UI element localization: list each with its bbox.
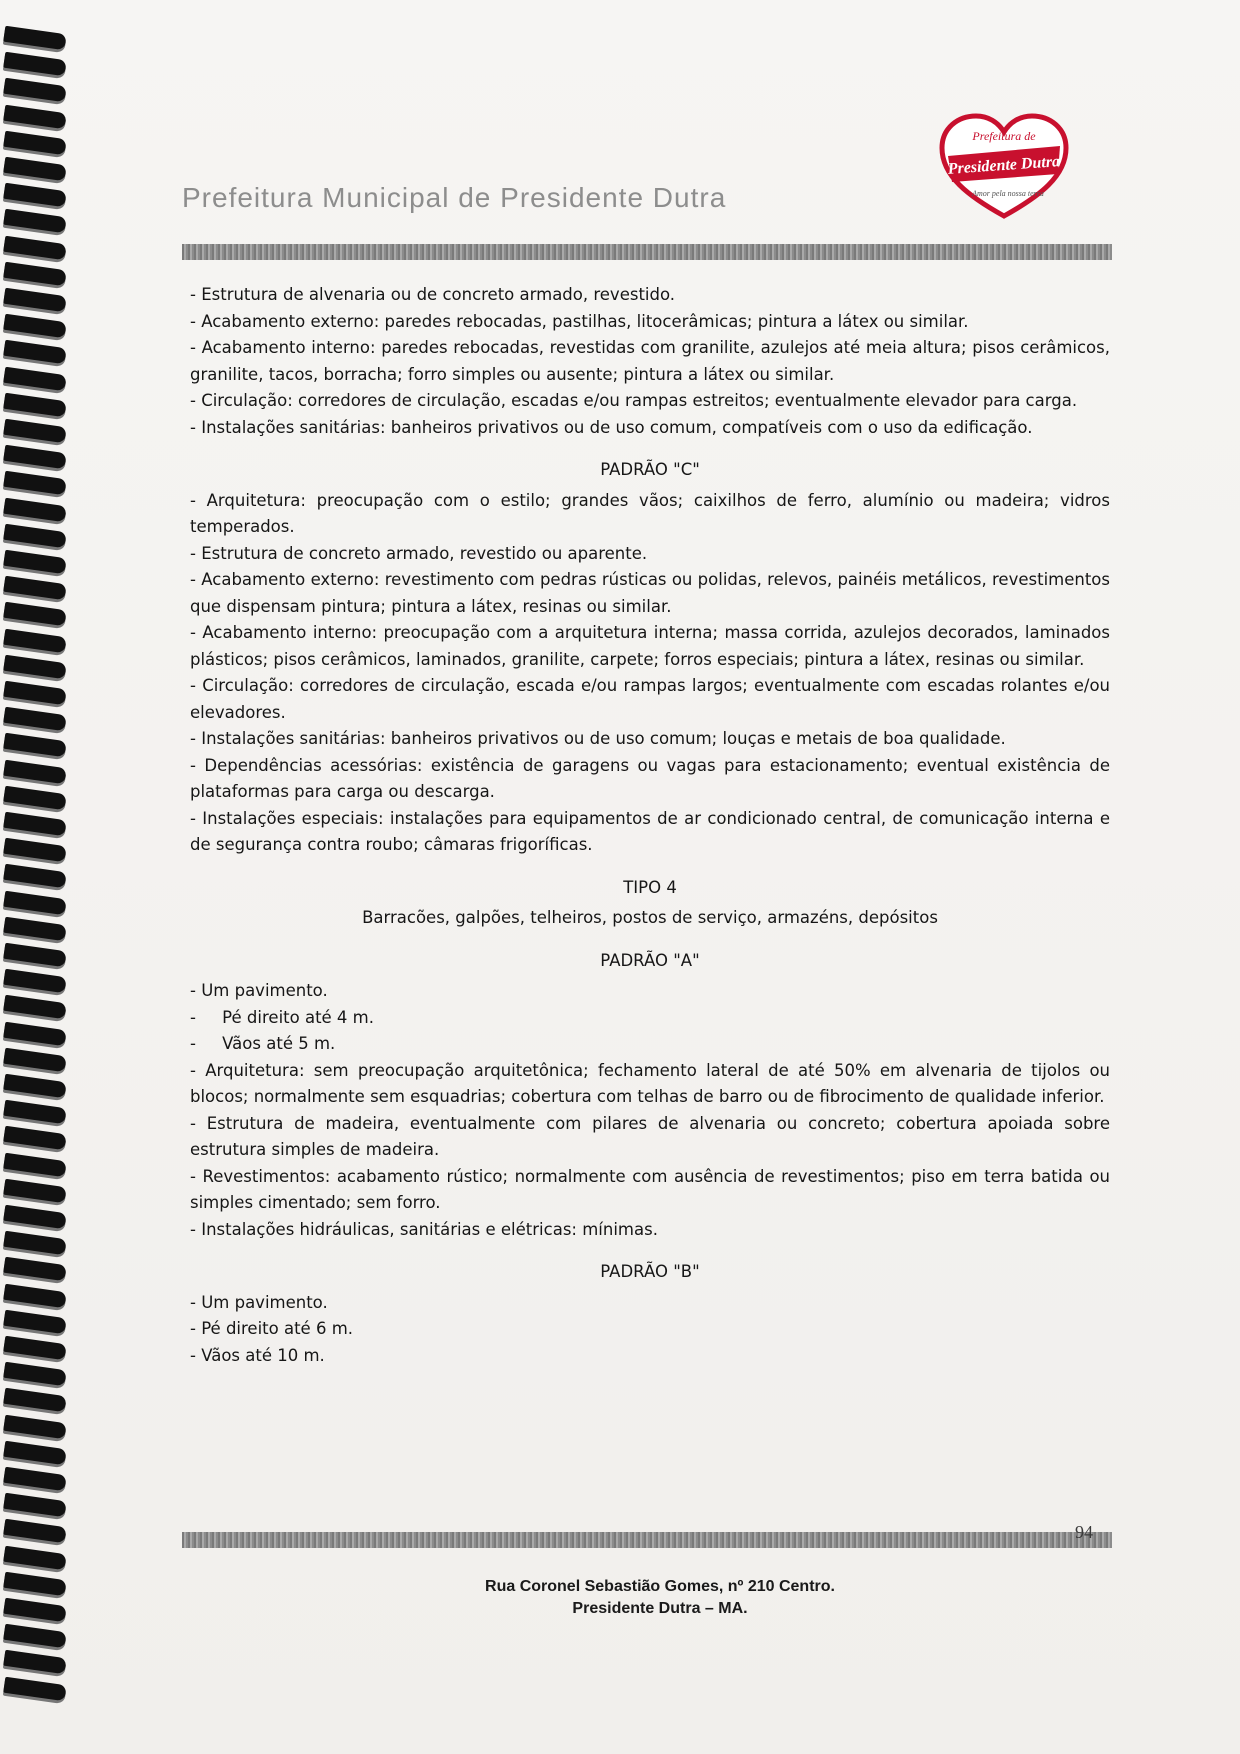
body-paragraph: - Estrutura de madeira, eventualmente com pilares de alvenaria ou concreto; cobertura apoiada sobre estrutura simples de madeira. (190, 1113, 1110, 1159)
binding-coil (3, 1257, 67, 1281)
binding-coil (3, 1493, 67, 1517)
binding-coil (3, 864, 67, 888)
binding-coil (3, 786, 67, 810)
body-paragraph: - Arquitetura: preocupação com o estilo; grandes vãos; caixilhos de ferro, alumínio ou madeira; vidros temperados. (190, 490, 1110, 536)
body-paragraph: - Estrutura de alvenaria ou de concreto armado, revestido. (190, 285, 676, 304)
binding-coil (3, 707, 67, 731)
binding-coil (3, 1048, 67, 1072)
body-paragraph: - Arquitetura: sem preocupação arquitetônica; fechamento lateral de até 50% em alvenaria de tijolos ou blocos; normalmente sem esquadrias; cobertura com telhas de barro ou de fibrocimento de qualidade inferior. (190, 1060, 1110, 1106)
binding-coil (3, 1336, 67, 1360)
body-paragraph: - Acabamento externo: paredes rebocadas, pastilhas, litocerâmicas; pintura a látex ou similar. (190, 311, 969, 331)
binding-coil (3, 628, 67, 652)
binding-coil (3, 550, 67, 574)
spiral-binding (0, 30, 80, 1730)
binding-coil (3, 1388, 67, 1412)
binding-coil (3, 314, 67, 338)
binding-coil (3, 1283, 67, 1307)
body-paragraph: - Acabamento interno: paredes rebocadas, revestidas com granilite, azulejos até meia altura; pisos cerâmicos, granilite, tacos, borracha; forro simples ou ausente; pintura a látex ou similar. (190, 338, 1110, 384)
binding-coil (3, 1676, 67, 1700)
binding-coil (3, 1126, 67, 1150)
section-heading: PADRÃO "B" (600, 1262, 700, 1281)
footer-divider-band (182, 1532, 1112, 1548)
section-heading: TIPO 4 (623, 877, 677, 897)
section-heading: PADRÃO "C" (600, 460, 700, 479)
page-footer (0, 1576, 1240, 1620)
binding-coil (3, 1152, 67, 1176)
binding-coil (3, 1362, 67, 1386)
binding-coil (3, 995, 67, 1019)
logo-text-main: Presidente Dutra (947, 153, 1061, 178)
binding-coil (3, 1441, 67, 1465)
binding-coil (3, 1100, 67, 1124)
binding-coil (3, 183, 67, 207)
footer-address: Rua Coronel Sebastião Gomes, nº 210 Centro. (485, 1578, 835, 1595)
page-number: 94 (1075, 1522, 1093, 1542)
binding-coil (3, 288, 67, 312)
body-paragraph: - Um pavimento. (190, 981, 328, 1000)
binding-coil (3, 262, 67, 286)
body-paragraph: - Instalações sanitárias: banheiros privativos ou de uso comum, compatíveis com o uso da edificação. (190, 417, 1033, 437)
binding-coil (3, 917, 67, 941)
binding-coil (3, 890, 67, 914)
section-heading: PADRÃO "A" (600, 950, 700, 970)
body-paragraph: - Instalações hidráulicas, sanitárias e elétricas: mínimas. (190, 1219, 658, 1239)
binding-coil (3, 157, 67, 181)
binding-coil (3, 655, 67, 679)
binding-coil (3, 393, 67, 417)
binding-coil (3, 1414, 67, 1438)
binding-coil (3, 524, 67, 548)
binding-coil (3, 497, 67, 521)
body-paragraph: - Dependências acessórias: existência de garagens ou vagas para estacionamento; eventual existência de plataformas para carga ou descarga. (190, 755, 1110, 801)
body-paragraph: - Circulação: corredores de circulação, escada e/ou rampas largos; eventualmente com escadas rolantes e/ou elevadores. (190, 676, 1110, 722)
body-paragraph: - Acabamento interno: preocupação com a arquitetura interna; massa corrida, azulejos decorados, laminados plásticos; pisos cerâmicos, laminados, granilite, carpete; forros especiais; pintura a látex, resinas ou similar. (190, 623, 1110, 669)
body-paragraph: - Estrutura de concreto armado, revestido ou aparente. (190, 543, 648, 563)
binding-coil (3, 209, 67, 233)
binding-coil (3, 943, 67, 967)
binding-coil (3, 1179, 67, 1203)
binding-coil (3, 1074, 67, 1098)
binding-coil (3, 1650, 67, 1674)
body-paragraph: - Pé direito até 4 m. (190, 1007, 374, 1027)
binding-coil (3, 445, 67, 469)
binding-coil (3, 419, 67, 443)
binding-coil (3, 838, 67, 862)
binding-coil (3, 1467, 67, 1491)
binding-coil (3, 52, 67, 76)
binding-coil (3, 1205, 67, 1229)
binding-coil (3, 812, 67, 836)
binding-coil (3, 26, 67, 50)
body-paragraph: - Um pavimento. (190, 1292, 328, 1312)
binding-coil (3, 1310, 67, 1334)
body-paragraph: - Vãos até 10 m. (190, 1345, 325, 1365)
binding-coil (3, 131, 67, 155)
binding-coil (3, 78, 67, 102)
binding-coil (3, 576, 67, 600)
binding-coil (3, 366, 67, 390)
footer-city: Presidente Dutra – MA. (572, 1600, 748, 1617)
binding-coil (3, 340, 67, 364)
body-paragraph: - Vãos até 5 m. (190, 1034, 336, 1053)
binding-coil (3, 1021, 67, 1045)
binding-coil (3, 1519, 67, 1543)
binding-coil (3, 1231, 67, 1255)
binding-coil (3, 681, 67, 705)
binding-coil (3, 471, 67, 495)
page-header-title: Prefeitura Municipal de Presidente Dutra (182, 182, 727, 213)
binding-coil (3, 733, 67, 757)
body-paragraph: - Circulação: corredores de circulação, escadas e/ou rampas estreitos; eventualmente elevador para carga. (190, 391, 1078, 410)
body-paragraph: - Instalações sanitárias: banheiros privativos ou de uso comum; louças e metais de boa qualidade. (190, 729, 1006, 748)
binding-coil (3, 235, 67, 259)
binding-coil (3, 1545, 67, 1569)
binding-coil (3, 1624, 67, 1648)
binding-coil (3, 969, 67, 993)
binding-coil (3, 602, 67, 626)
logo-text-slogan: Amor pela nossa terra (972, 189, 1044, 198)
header-divider-band (182, 244, 1112, 260)
body-paragraph: - Revestimentos: acabamento rústico; normalmente com ausência de revestimentos; piso em terra batida ou simples cimentado; sem forro. (190, 1166, 1110, 1212)
municipality-logo (938, 112, 1070, 220)
binding-coil (3, 104, 67, 128)
body-paragraph: - Pé direito até 6 m. (190, 1319, 354, 1338)
document-body (190, 282, 1110, 1369)
logo-text-top: Prefeitura de (972, 129, 1036, 143)
body-paragraph: - Acabamento externo: revestimento com pedras rústicas ou polidas, relevos, painéis metálicos, revestimentos que dispensam pintura; pintura a látex, resinas ou similar. (190, 570, 1110, 616)
section-subtitle: Barracões, galpões, telheiros, postos de serviço, armazéns, depósitos (362, 908, 938, 927)
binding-coil (3, 759, 67, 783)
body-paragraph: - Instalações especiais: instalações para equipamentos de ar condicionado central, de comunicação interna e de segurança contra roubo; câmaras frigoríficas. (190, 808, 1110, 854)
